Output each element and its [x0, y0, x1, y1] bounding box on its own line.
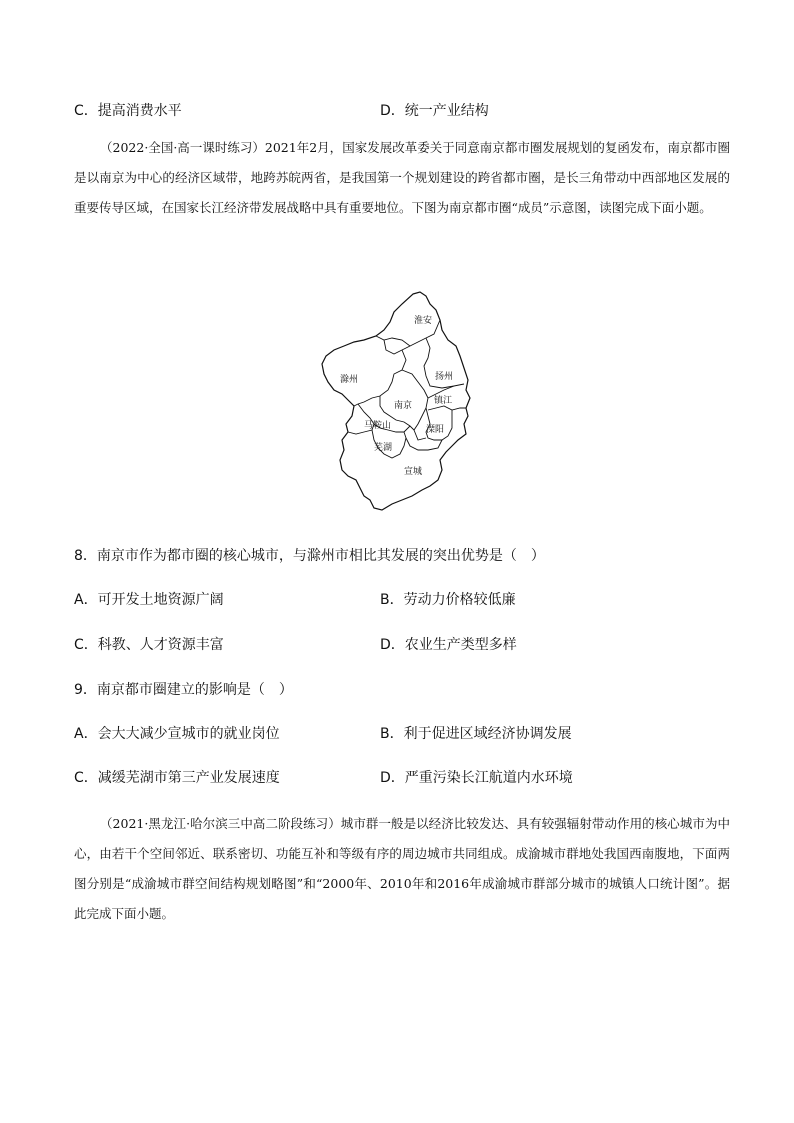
label-nanjing: 南京: [394, 401, 413, 411]
label-wuhu: 芜湖: [374, 443, 393, 453]
q7-option-d[interactable]: D．统一产业结构: [380, 103, 489, 119]
passage-chengyu: （2021·黑龙江·哈尔滨三中高二阶段练习）城市群一般是以经济比较发达、具有较强辐射带动作用的核心城市为中心，由若干个空间邻近、联系密切、功能互补和等级有序的周边城市共同组成。成渝城市群地处我国西南腹地，下面两图分别是“成渝城市群空间结构规划略图”和“2000年、2010年和2016年成渝城市群部分城市的城镇人口统计图”。据此完成下面小题。: [74, 816, 730, 921]
nanjing-metro-map: [318, 290, 478, 514]
q8-option-a[interactable]: A．可开发土地资源广阔: [74, 592, 224, 608]
question-9-stem: 9．南京都市圈建立的影响是（ ）: [74, 682, 293, 698]
label-xuancheng: 宣城: [404, 467, 423, 477]
q7-option-c[interactable]: C．提高消费水平: [74, 103, 182, 119]
label-liyang: 溧阳: [426, 425, 445, 435]
q9-option-c[interactable]: C．减缓芜湖市第三产业发展速度: [74, 770, 280, 786]
label-yangzhou: 扬州: [435, 372, 454, 382]
passage-nanjing-metro: （2022·全国·高一课时练习）2021年2月，国家发展改革委关于同意南京都市圈发展规划的复函发布，南京都市圈是以南京为中心的经济区域带，地跨苏皖两省，是我国第一个规划建设的跨省都市圈，是长三角带动中西部地区发展的重要传导区域，在国家长江经济带发展战略中具有重要地位。下图为南京都市圈“成员”示意图，读图完成下面小题。: [74, 140, 730, 215]
q9-option-b[interactable]: B．利于促进区域经济协调发展: [380, 726, 572, 742]
label-zhenjiang: 镇江: [434, 396, 453, 406]
q9-option-a[interactable]: A．会大大减少宣城市的就业岗位: [74, 726, 280, 742]
q8-option-b[interactable]: B．劳动力价格较低廉: [380, 592, 516, 608]
q8-option-d[interactable]: D．农业生产类型多样: [380, 637, 517, 653]
label-chuzhou: 滁州: [340, 375, 359, 385]
q8-option-c[interactable]: C．科教、人才资源丰富: [74, 637, 224, 653]
q9-option-d[interactable]: D．严重污染长江航道内水环境: [380, 770, 573, 786]
label-huaian: 淮安: [414, 316, 433, 326]
question-8-stem: 8．南京市作为都市圈的核心城市，与滁州市相比其发展的突出优势是（ ）: [74, 548, 545, 564]
label-maanshan: 马鞍山: [364, 421, 392, 431]
